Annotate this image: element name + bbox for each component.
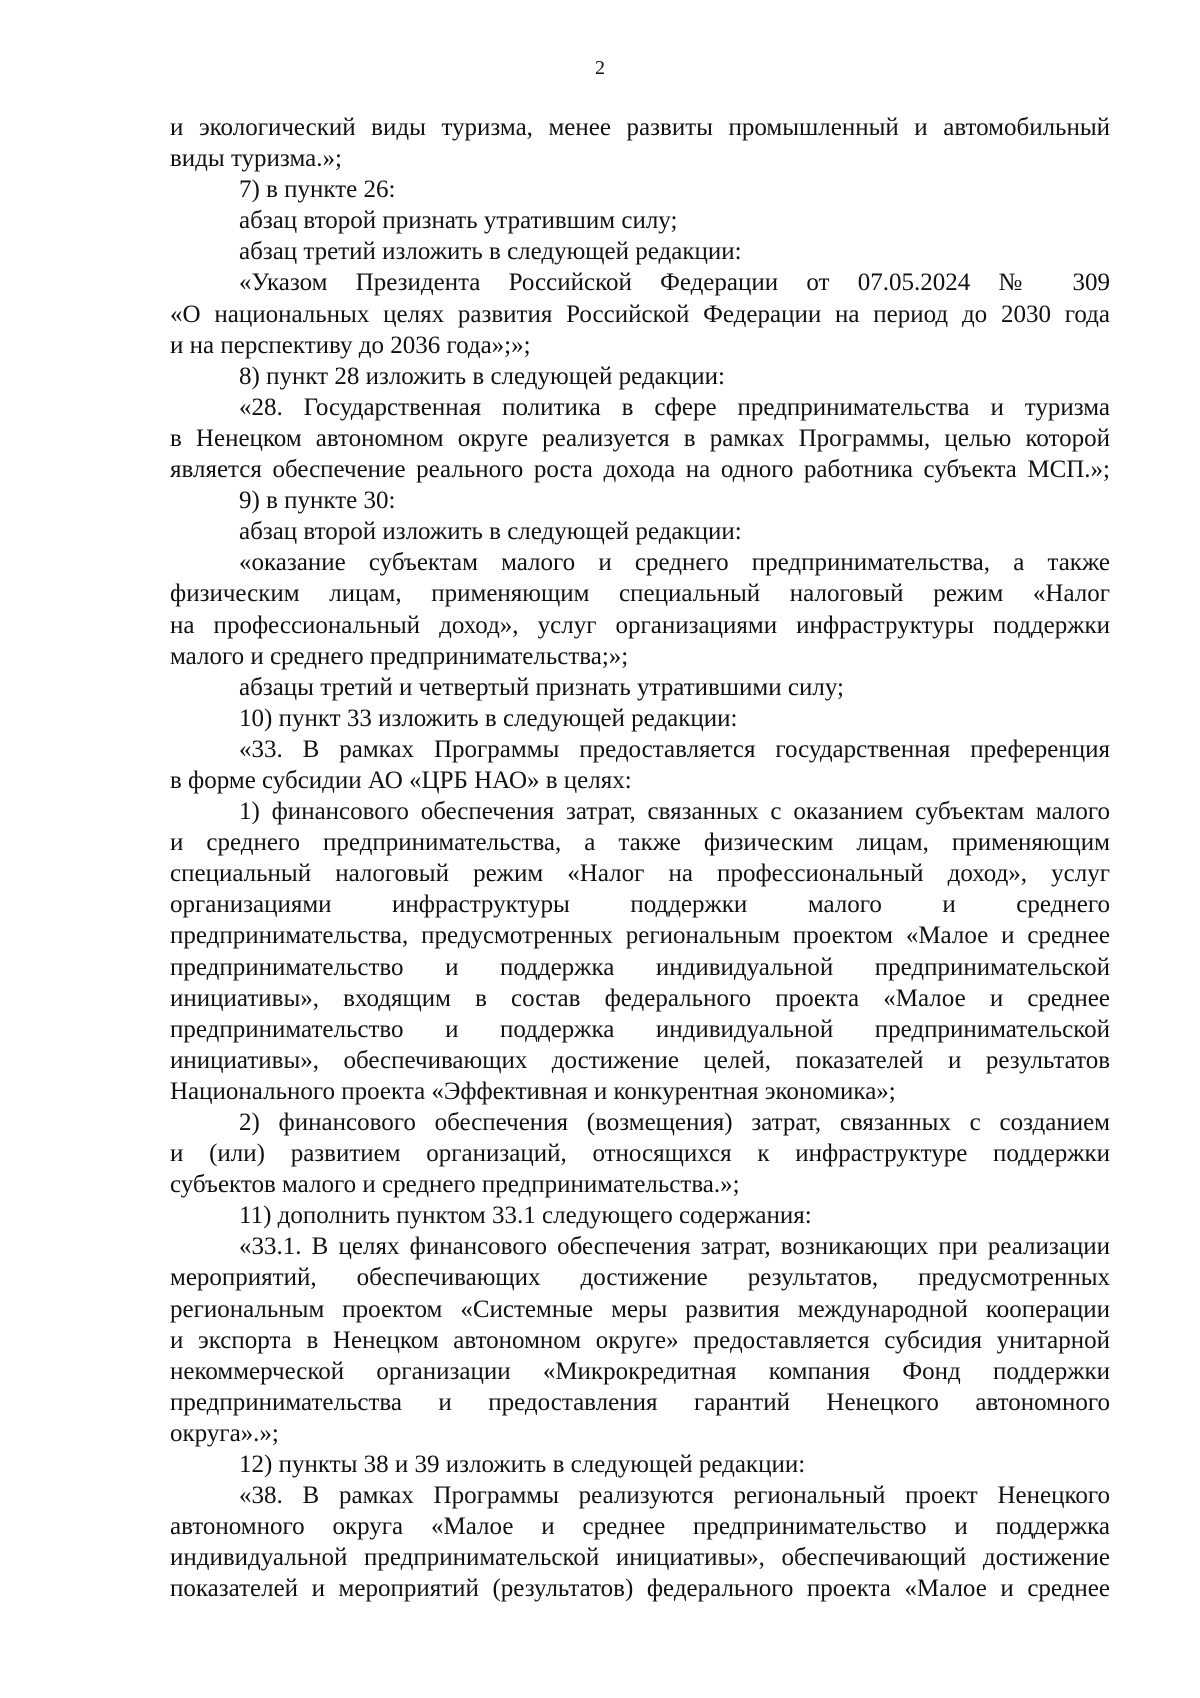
text-line: виды туризма.»; — [170, 145, 342, 173]
text-line: предпринимательства и предоставления гарантий Ненецкого автономного — [170, 1388, 1110, 1416]
text-line: 2) финансового обеспечения (возмещения) затрат, связанных с созданием — [239, 1109, 1110, 1136]
text-line: инициативы», обеспечивающих достижение целей, показателей и результатов — [170, 1046, 1110, 1074]
text-line: округа».»; — [170, 1419, 279, 1447]
text-line: «Указом Президента Российской Федерации от 07.05.2024 № 309 — [239, 269, 1110, 297]
text-line: «33. В рамках Программы предоставляется государственная преференция — [239, 735, 1110, 763]
text-line: инициативы», входящим в состав федерального проекта «Малое и среднее — [170, 984, 1110, 1012]
text-line: мероприятий, обеспечивающих достижение результатов, предусмотренных — [170, 1264, 1110, 1292]
text-line: 11) дополнить пунктом 33.1 следующего содержания: — [239, 1202, 812, 1230]
text-line: 8) пункт 28 изложить в следующей редакции: — [239, 362, 725, 390]
document-body — [170, 112, 1110, 1605]
text-line: «38. В рамках Программы реализуются региональный проект Ненецкого — [239, 1482, 1110, 1510]
text-line: в форме субсидии АО «ЦРБ НАО» в целях: — [170, 766, 632, 794]
text-line: 12) пункты 38 и 39 изложить в следующей редакции: — [239, 1451, 806, 1479]
text-line: предпринимательство и поддержка индивидуальной предпринимательской — [170, 953, 1110, 981]
text-line: субъектов малого и среднего предпринимательства.»; — [170, 1171, 740, 1199]
text-line: некоммерческой организации «Микрокредитная компания Фонд поддержки — [170, 1357, 1110, 1385]
text-line: 1) финансового обеспечения затрат, связанных с оказанием субъектам малого — [239, 798, 1110, 826]
text-line: региональным проектом «Системные меры развития международной кооперации — [170, 1295, 1110, 1323]
text-line: специальный налоговый режим «Налог на профессиональный доход», услуг — [170, 860, 1110, 888]
text-line: абзац второй изложить в следующей редакции: — [239, 518, 742, 546]
text-line: организациями инфраструктуры поддержки малого и среднего — [170, 891, 1110, 919]
text-line: предпринимательство и поддержка индивидуальной предпринимательской — [170, 1015, 1110, 1043]
text-line: малого и среднего предпринимательства;»; — [170, 642, 629, 670]
text-line: «О национальных целях развития Российской Федерации на период до 2030 года — [170, 300, 1110, 328]
text-line: индивидуальной предпринимательской инициативы», обеспечивающий достижение — [170, 1544, 1110, 1572]
text-line: и экологический виды туризма, менее развиты промышленный и автомобильный — [170, 114, 1110, 141]
text-line: «оказание субъектам малого и среднего предпринимательства, а также — [239, 549, 1110, 577]
text-line: «33.1. В целях финансового обеспечения затрат, возникающих при реализации — [239, 1233, 1110, 1261]
text-line: показателей и мероприятий (результатов) федерального проекта «Малое и среднее — [170, 1575, 1110, 1603]
text-line: в Ненецком автономном округе реализуется в рамках Программы, целью которой — [170, 424, 1110, 452]
text-line: 10) пункт 33 изложить в следующей редакции: — [239, 704, 738, 732]
text-line: и на перспективу до 2036 года»;»; — [170, 331, 531, 359]
text-line: 7) в пункте 26: — [239, 176, 396, 204]
text-line: Национального проекта «Эффективная и конкурентная экономика»; — [170, 1077, 896, 1105]
text-line: и экспорта в Ненецком автономном округе» предоставляется субсидия унитарной — [170, 1326, 1110, 1354]
text-line: является обеспечение реального роста дохода на одного работника субъекта МСП.»; — [170, 456, 1110, 484]
text-line: автономного округа «Малое и среднее предпринимательство и поддержка — [170, 1513, 1110, 1541]
text-line: и (или) развитием организаций, относящихся к инфраструктуре поддержки — [170, 1140, 1110, 1168]
text-line: и среднего предпринимательства, а также физическим лицам, применяющим — [170, 829, 1110, 857]
text-line: на профессиональный доход», услуг организациями инфраструктуры поддержки — [170, 611, 1110, 639]
text-line: абзац второй признать утратившим силу; — [239, 207, 678, 235]
text-line: абзацы третий и четвертый признать утратившими силу; — [239, 673, 844, 701]
text-line: абзац третий изложить в следующей редакции: — [239, 238, 742, 266]
text-line: физическим лицам, применяющим специальный налоговый режим «Налог — [170, 580, 1110, 608]
text-line: 9) в пункте 30: — [239, 487, 396, 515]
text-line: предпринимательства, предусмотренных региональным проектом «Малое и среднее — [170, 922, 1110, 950]
text-line: «28. Государственная политика в сфере предпринимательства и туризма — [239, 393, 1110, 421]
page-number: 2 — [595, 57, 605, 79]
